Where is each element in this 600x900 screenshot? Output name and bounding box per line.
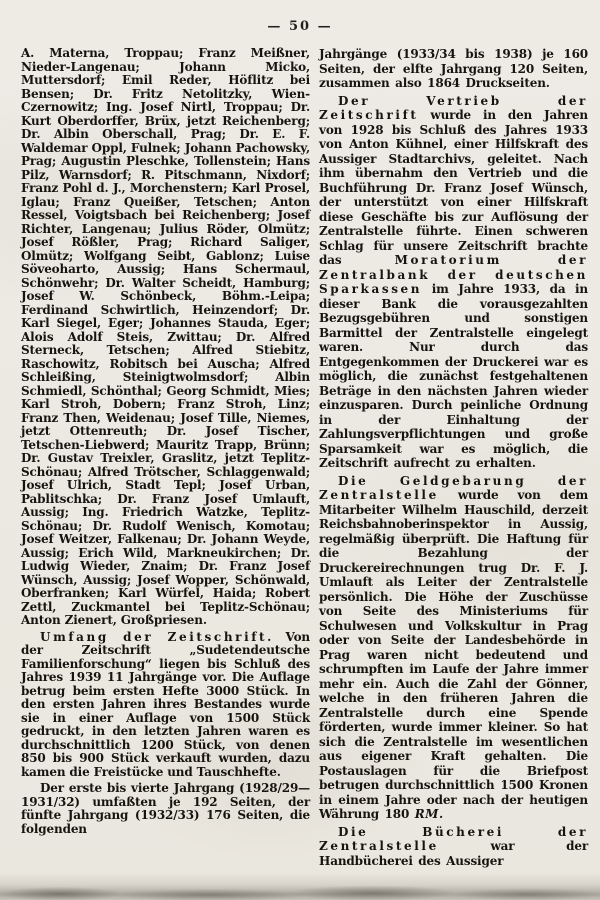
umfang-der-zeitschrift-paragraph (21, 631, 310, 780)
spaced-heading-text: Die Geldgebarung der Zentralstelle (319, 473, 588, 502)
jahrgang-seiten-paragraph (21, 782, 310, 836)
scan-edge-shadow (0, 872, 600, 900)
right-column (319, 47, 588, 868)
paragraph-text: A. Materna, Troppau; Franz Meißner, Nieder-Langenau; Johann Micko, Muttersdorf; Emil Reder, Höflitz bei Bensen; Dr. Fritz Netolitzky, Wien-Czernowitz; Ing. Josef Nirtl, Troppau; Dr. Kurt Oberdorffer, Brüx, jetzt Reichenberg; Dr. Albin Oberschall, Prag; Dr. E. F. Waldemar Oppl, Fulnek; Johann Pachowsky, Prag; Augustin Pleschke, Tollenstein; Hans Pilz, Warnsdorf; R. Pitschmann, Nixdorf; Franz Pohl d. J., Morchenstern; Karl Prosel, Iglau; Franz Queißer, Tetschen; Anton Ressel, Voigtsbach bei Reichenberg; Josef Richter, Langenau; Julius Röder, Olmütz; Josef Rößler, Prag; Richard Saliger, Olmütz; Wolfgang Seibt, Gablonz; Luise Söveoharto, Aussig; Hans Schermaul, Schönwehr; Dr. Walter Scheidt, Hamburg; Josef W. Schönbeck, Böhm.-Leipa; Ferdinand Schwirtlich, Heinzendorf; Dr. Karl Siegel, Eger; Johannes Stauda, Eger; Alois Adolf Steis, Zwittau; Dr. Alfred Sterneck, Tetschen; Alfred Stiebitz, Raschowitz, Robitsch bei Auscha; Alfred Schleißing, Steinigtwolmsdorf; Albin Schmiedl, Schönthal; Georg Schmidt, Mies; Karl Stroh, Dobern; Franz Stroh, Linz; Franz Then, Weidenau; Josef Tille, Niemes, jetzt Ottenreuth; Dr. Josef Tischer, Tetschen-Liebwerd; Mauritz Trapp, Brünn; Dr. Gustav Treixler, Graslitz, jetzt Teplitz-Schönau; Alfred Trötscher, Schlaggenwald; Josef Ulrich, Stadt Tepl; Josef Urban, Pablitschka; Dr. Franz Josef Umlauft, Aussig; Ing. Friedrich Watzke, Teplitz-Schönau; Dr. Rudolf Wenisch, Komotau; Josef Weitzer, Falkenau; Dr. Johann Weyde, Aussig; Erich Wild, Markneukirchen; Dr. Ludwig Wieder, Znaim; Dr. Franz Josef Wünsch, Aussig; Josef Wopper, Schönwald, Oberfranken; Karl Würfel, Haida; Robert Zettl, Zuckmantel bei Teplitz-Schönau; Anton Zienert, Großpriesen. (21, 46, 310, 627)
page-number: — 50 — (267, 19, 333, 34)
vertrieb-der-zeitschrift-paragraph (319, 94, 588, 471)
spaced-heading-text: Der Vertrieb der Zeitschrift (319, 93, 588, 122)
geldgebarung-paragraph (319, 474, 588, 822)
paragraph-text: Der erste bis vierte Jahrgang (1928/29—1931/32) umfaßten je 192 Seiten, der fünfte Jahrgang (1932/33) 176 Seiten, die folgenden (21, 781, 310, 836)
reichsmark-currency-text: RM. (414, 807, 444, 821)
paragraph-text: Jahrgänge (1933/34 bis 1938) je 160 Seiten, der elfte Jahrgang 120 Seiten, zusammen also 1864 Druckseiten. (319, 47, 588, 90)
druckseiten-paragraph (319, 47, 588, 91)
paragraph-text: wurde von dem Mitarbeiter Wilhelm Hauschild, derzeit Reichsbahnoberinspektor in Aussig, regelmäßig überprüft. Die Haftung für die Bezahlung der Druckereirechnungen trug Dr. F. J. Umlauft als Leiter der Zentralstelle persönlich. Die Höhe der Zuschüsse von Seite des Ministeriums für Schulwesen und Volkskultur in Prag oder von Seite der Landesbehörde in Prag waren nicht bedeutend und schrumpften im Laufe der Jahre immer mehr ein. Auch die Zahl der Gönner, welche in den früheren Jahren die Zentralstelle durch eine Spende förderten, wurde immer kleiner. So hat sich die Zentralstelle im wesentlichen aus eigener Kraft gehalten. Die Postauslagen für die Briefpost betrugen durchschnittlich 1500 Kronen in einem Jahre oder nach der heutigen Währung 180 (319, 488, 588, 821)
paragraph-text: wurde in den Jahren von 1928 bis Schluß des Jahres 1933 von Anton Kühnel, einer Hilfskraft des Aussiger Stadtarchivs, geleitet. Nach ihm übernahm den Vertrieb und die Buchführung Dr. Franz Josef Wünsch, der unterstützt von einer Hilfskraft diese Geschäfte bis zur Auflösung der Zentralstelle führte. Einen schweren Schlag für unsere Zeitschrift brachte das (319, 108, 588, 267)
spaced-heading-text: Umfang der Zeitschrift. (40, 629, 274, 644)
contributor-list-paragraph (21, 47, 310, 628)
paragraph-text: war der Handbücherei des Aussiger (319, 839, 588, 868)
left-column (21, 47, 310, 868)
paragraph-text: im Jahre 1933, da in dieser Bank die vorausgezahlten Bezugsgebühren und sonstigen Barmittel der Zentralstelle eingelegt waren. Nur durch das Entgegenkommen der Druckerei war es möglich, die zunächst festgehaltenen Beträge in den nächsten Jahren wieder einzusparen. Durch peinliche Ordnung in der Einhaltung der Zahlungsverpflichtungen und große Sparsamkeit war es möglich, die Zeitschrift aufrecht zu erhalten. (319, 282, 588, 470)
spaced-heading-text: Die Bücherei der Zentralstelle (319, 824, 588, 853)
paragraph-text: Von der Zeitschrift „Sudetendeutsche Familienforschung“ liegen bis Schluß des Jahres 1939 11 Jahrgänge vor. Die Auflage betrug beim ersten Hefte 3000 Stück. In den ersten Jahren ihres Bestandes wurde sie in einer Auflage von 1500 Stück gedruckt, in den letzten Jahren waren es durchschnittlich 1200 Stück, von denen 850 bis 900 Stück verkauft wurden, dazu kamen die Freistücke und Tauschhefte. (21, 629, 311, 779)
buecherei-paragraph (319, 825, 588, 869)
spaced-emphasis-text: Moratorium der Zentralbank der deutschen Sparkassen (319, 253, 588, 296)
text-columns (0, 34, 600, 868)
